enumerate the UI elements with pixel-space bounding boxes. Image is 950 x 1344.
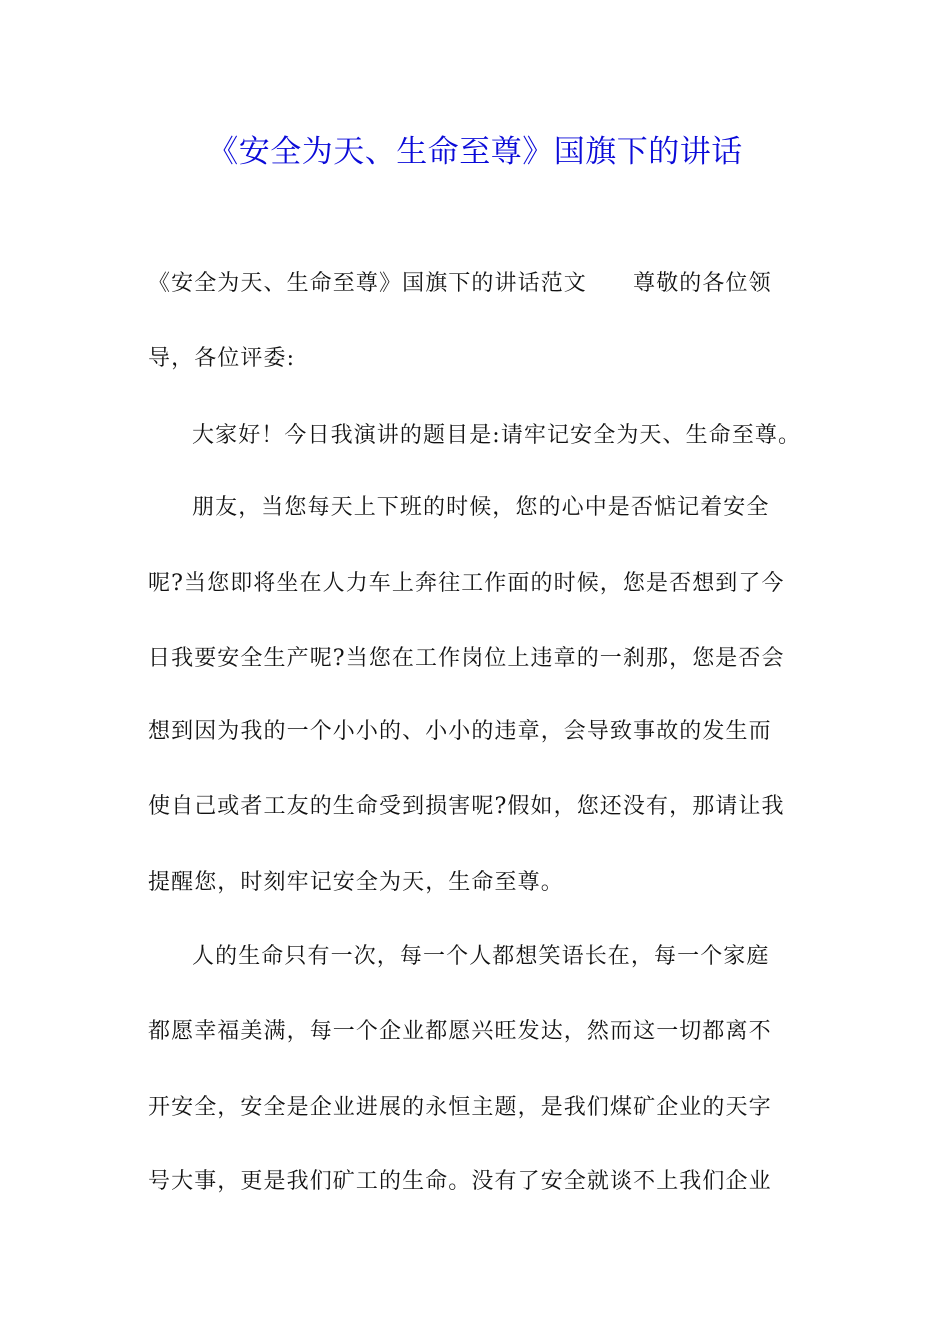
body-line: 《安全为天、生命至尊》国旗下的讲话范文 尊敬的各位领 [148,271,772,296]
body-line: 提醒您，时刻牢记安全为天，生命至尊。 [148,870,564,895]
body-line: 朋友，当您每天上下班的时候，您的心中是否惦记着安全 [192,495,770,520]
body-line: 导，各位评委: [148,346,296,371]
body-line: 号大事，更是我们矿工的生命。没有了安全就谈不上我们企业 [148,1169,772,1194]
body-line: 呢?当您即将坐在人力车上奔往工作面的时候，您是否想到了今 [148,571,785,596]
document-title: 《安全为天、生命至尊》国旗下的讲话 [207,134,743,170]
body-line: 日我要安全生产呢?当您在工作岗位上违章的一刹那，您是否会 [148,646,785,671]
body-line: 使自己或者工友的生命受到损害呢?假如，您还没有，那请让我 [148,794,785,819]
body-line: 想到因为我的一个小小的、小小的违章，会导致事故的发生而 [148,719,772,744]
body-line: 人的生命只有一次，每一个人都想笑语长在，每一个家庭 [192,944,770,969]
body-line: 大家好！今日我演讲的题目是:请牢记安全为天、生命至尊。 [192,423,802,448]
body-line: 都愿幸福美满，每一个企业都愿兴旺发达，然而这一切都离不 [148,1019,772,1044]
body-line: 开安全，安全是企业进展的永恒主题，是我们煤矿企业的天字 [148,1095,772,1120]
